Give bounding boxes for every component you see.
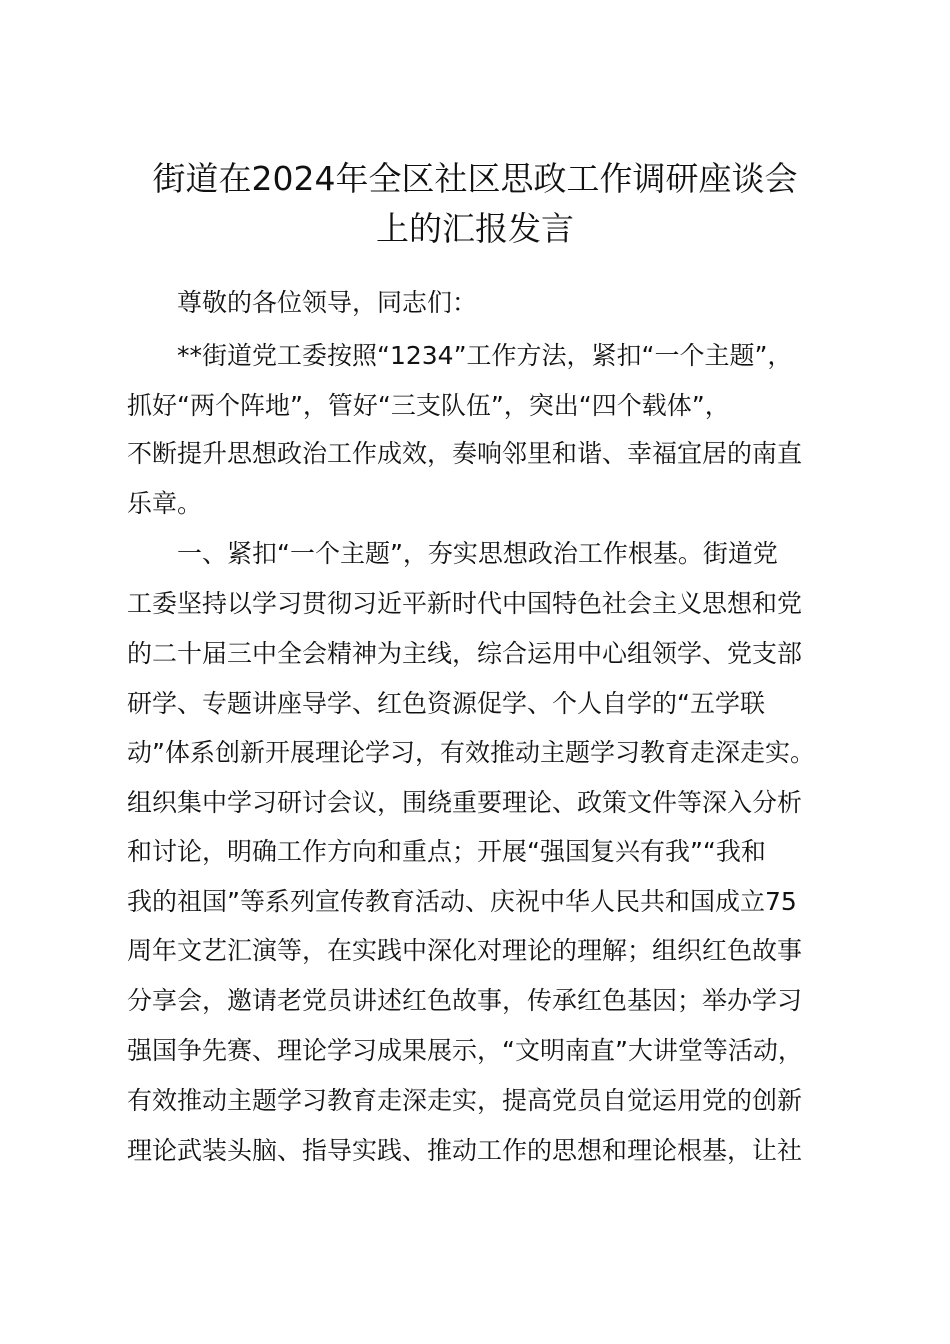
title-line-1: 街道在2024年全区社区思政工作调研座谈会 (152, 159, 798, 198)
intro-line-3: 不断提升思想政治工作成效，奏响邻里和谐、幸福宜居的南直 (127, 439, 803, 468)
section1-line-1: 一、紧扣“一个主题”，夯实思想政治工作根基。街道党 (177, 539, 778, 568)
section1-line-5: 动”体系创新开展理论学习，有效推动主题学习教育走深走实。 (127, 738, 815, 767)
section1-line-9: 周年文艺汇演等，在实践中深化对理论的理解；组织红色故事 (127, 936, 803, 965)
section1-line-11: 强国争先赛、理论学习成果展示，“文明南直”大讲堂等活动， (127, 1036, 803, 1065)
section1-line-12: 有效推动主题学习教育走深走实，提高党员自觉运用党的创新 (127, 1086, 803, 1115)
section1-line-7: 和讨论，明确工作方向和重点；开展“强国复兴有我”“我和 (127, 837, 766, 866)
section1-line-10: 分享会，邀请老党员讲述红色故事，传承红色基因；举办学习 (127, 986, 803, 1015)
section1-line-13: 理论武装头脑、指导实践、推动工作的思想和理论根基，让社 (127, 1136, 803, 1165)
section1-line-6: 组织集中学习研讨会议，围绕重要理论、政策文件等深入分析 (127, 788, 803, 817)
intro-line-1: **街道党工委按照“1234”工作方法，紧扣“一个主题”， (177, 341, 793, 370)
section1-line-2: 工委坚持以学习贯彻习近平新时代中国特色社会主义思想和党 (127, 589, 803, 618)
salutation: 尊敬的各位领导，同志们： (177, 288, 478, 317)
section1-line-4: 研学、专题讲座导学、红色资源促学、个人自学的“五学联 (127, 689, 765, 718)
intro-line-2: 抓好“两个阵地”，管好“三支队伍”，突出“四个载体”， (127, 391, 730, 420)
section1-line-8: 我的祖国”等系列宣传教育活动、庆祝中华人民共和国成立75 (127, 887, 797, 916)
title-line-2: 上的汇报发言 (376, 209, 574, 248)
section1-line-3: 的二十届三中全会精神为主线，综合运用中心组领学、党支部 (127, 639, 803, 668)
intro-line-4: 乐章。 (127, 489, 203, 518)
